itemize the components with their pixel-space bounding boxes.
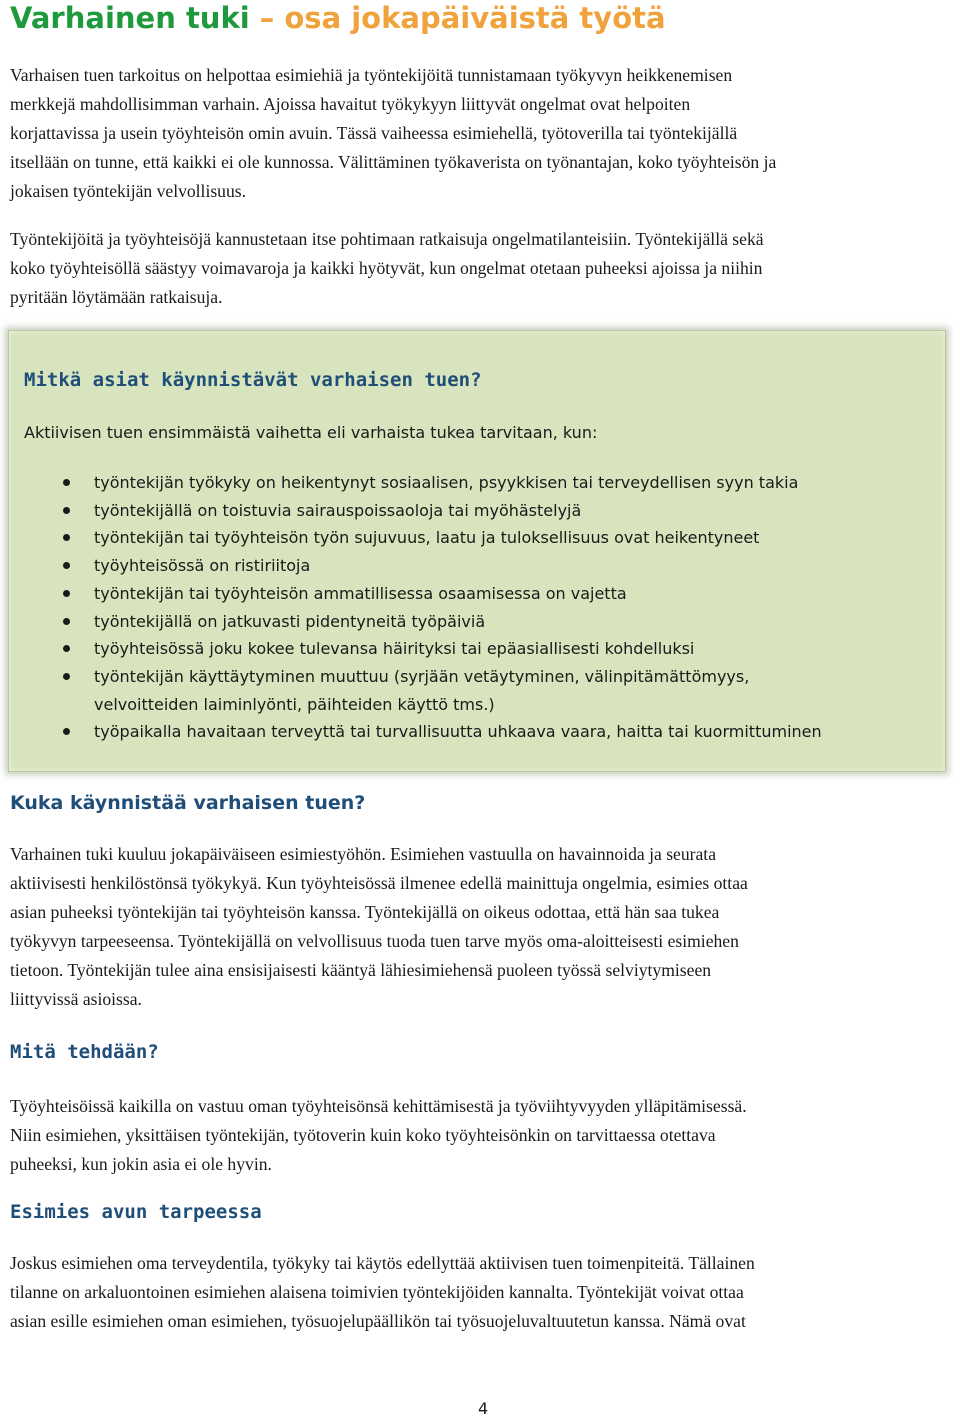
esimies-paragraph xyxy=(10,1249,956,1336)
paragraph-line: Niin esimiehen, yksittäisen työntekijän, työtoverin kuin koko työyhteisönkin on tarvittaessa otettava xyxy=(10,1125,716,1145)
list-item xyxy=(0,635,822,663)
bullet-icon xyxy=(63,618,70,625)
kuka-paragraph xyxy=(10,840,956,1014)
list-item-text: työntekijän tai työyhteisön työn sujuvuus, laatu ja tuloksellisuus ovat heikentyneet xyxy=(94,528,760,548)
paragraph-line: asian esille esimiehen oman esimiehen, työsuojelupäällikön tai työsuojeluvaltuutetun kanssa. Nämä ovat xyxy=(10,1311,746,1331)
bullet-icon xyxy=(63,673,70,680)
paragraph-line: Varhaisen tuen tarkoitus on helpottaa esimiehiä ja työntekijöitä tunnistamaan työkyvyn heikkenemisen xyxy=(10,65,733,85)
paragraph-line: Joskus esimiehen oma terveydentila, työkyky tai käytös edellyttää aktiivisen tuen toimenpiteitä. Tällainen xyxy=(10,1253,755,1273)
paragraph-line: merkkejä mahdollisimman varhain. Ajoissa havaitut työkykyyn liittyvät ongelmat ovat helpoiten xyxy=(10,94,691,114)
list-item xyxy=(0,580,822,608)
bullet-icon xyxy=(63,507,70,514)
bullet-icon xyxy=(63,479,70,486)
paragraph-line: korjattavissa ja usein työyhteisön omin avuin. Tässä vaiheessa esimiehellä, työtoverilla tai työntekijällä xyxy=(10,123,738,143)
intro-paragraph xyxy=(10,61,956,206)
section-heading-mita: Mitä tehdään? xyxy=(10,1041,159,1063)
paragraph-line: pyritään löytämään ratkaisuja. xyxy=(10,287,223,307)
paragraph-line: Varhainen tuki kuuluu jokapäiväiseen esimiestyöhön. Esimiehen vastuulla on havainnoida ja seurata xyxy=(10,844,717,864)
trigger-list xyxy=(0,469,822,746)
section-heading-esimies: Esimies avun tarpeessa xyxy=(10,1201,262,1223)
list-item-text: työntekijällä on jatkuvasti pidentyneitä työpäiviä xyxy=(94,611,486,631)
mita-paragraph xyxy=(10,1092,956,1179)
box-intro: Aktiivisen tuen ensimmäistä vaihetta eli varhaista tukea tarvitaan, kun: xyxy=(24,423,598,442)
paragraph-line: puheeksi, kun jokin asia ei ole hyvin. xyxy=(10,1154,272,1174)
list-item xyxy=(0,497,822,525)
box-heading: Mitkä asiat käynnistävät varhaisen tuen? xyxy=(24,369,482,391)
list-item xyxy=(0,552,822,580)
list-item-text: työntekijällä on toistuvia sairauspoissaoloja tai myöhästelyjä xyxy=(94,500,582,520)
bullet-icon xyxy=(63,645,70,652)
paragraph-line: tietoon. Työntekijän tulee aina ensisijaisesti kääntyä lähiesimiehensä puoleen työssä selviytymiseen xyxy=(10,960,712,980)
list-item-text: työpaikalla havaitaan terveyttä tai turvallisuutta uhkaava vaara, haitta tai kuormittuminen xyxy=(94,722,822,742)
list-item xyxy=(0,469,822,497)
paragraph-line: itsellään on tunne, että kaikki ei ole kunnossa. Välittäminen työkaverista on työnantajan, koko työyhteisön ja xyxy=(10,152,777,172)
paragraph-line: koko työyhteisöllä säästyy voimavaroja ja kaikki hyötyvät, kun ongelmat otetaan puheeksi ajoissa ja niihin xyxy=(10,258,763,278)
paragraph-line: Työntekijöitä ja työyhteisöjä kannustetaan itse pohtimaan ratkaisuja ongelmatilanteisiin. Työntekijällä sekä xyxy=(10,229,764,249)
list-item-text: työntekijän käyttäytyminen muuttuu (syrjään vetäytyminen, välinpitämättömyys, xyxy=(94,666,750,686)
list-item-text: työntekijän työkyky on heikentynyt sosiaalisen, psyykkisen tai terveydellisen syyn takia xyxy=(94,473,799,492)
page-title xyxy=(10,0,666,36)
list-item xyxy=(0,718,822,746)
list-item xyxy=(0,663,822,718)
paragraph-line: liittyvissä asioissa. xyxy=(10,989,142,1009)
page-number: 4 xyxy=(478,1399,489,1418)
paragraph-line: asian puheeksi työntekijän tai työyhteisön kanssa. Työntekijällä on oikeus odottaa, että hän saa tukea xyxy=(10,902,720,922)
list-item xyxy=(0,524,822,552)
paragraph-line: työkyvyn tarpeeseensa. Työntekijällä on velvollisuus tuoda tuen tarve myös oma-aloitteisesti esimiehen xyxy=(10,931,739,951)
second-paragraph xyxy=(10,225,956,312)
list-item-text-continuation: velvoitteiden laiminlyönti, päihteiden käyttö tms.) xyxy=(94,694,495,714)
list-item-text: työntekijän tai työyhteisön ammatillisessa osaamisessa on vajetta xyxy=(94,583,627,603)
paragraph-line: jokaisen työntekijän velvollisuus. xyxy=(10,181,247,201)
paragraph-line: tilanne on arkaluontoinen esimiehen alaisena toimivien työntekijöiden kannalta. Työntekijät voivat ottaa xyxy=(10,1282,744,1302)
list-item-text: työyhteisössä on ristiriitoja xyxy=(94,556,311,576)
bullet-icon xyxy=(63,728,70,735)
list-item xyxy=(0,608,822,636)
bullet-icon xyxy=(63,562,70,569)
page-title-part2: – osa jokapäiväistä työtä xyxy=(249,1,666,35)
page-title-part1: Varhainen tuki xyxy=(10,1,250,35)
bullet-icon xyxy=(63,534,70,541)
paragraph-line: Työyhteisöissä kaikilla on vastuu oman työyhteisönsä kehittämisestä ja työviihtyvyyden ylläpitämisessä. xyxy=(10,1096,747,1116)
section-heading-kuka: Kuka käynnistää varhaisen tuen? xyxy=(10,792,366,814)
paragraph-line: aktiivisesti henkilöstönsä työkykyä. Kun työyhteisössä ilmenee edellä mainittuja ongelmia, esimies ottaa xyxy=(10,873,748,893)
bullet-icon xyxy=(63,590,70,597)
list-item-text: työyhteisössä joku kokee tulevansa häirityksi tai epäasiallisesti kohdelluksi xyxy=(94,639,695,659)
